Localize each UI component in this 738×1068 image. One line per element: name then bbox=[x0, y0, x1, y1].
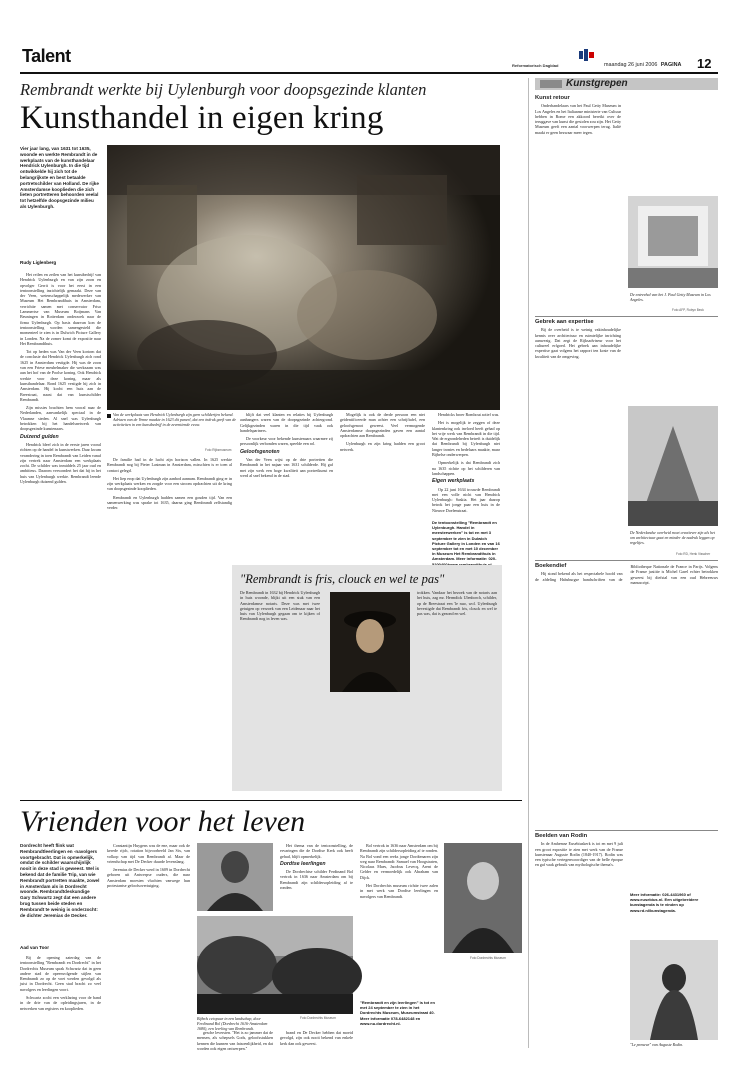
expo-info: "Rembrandt en zijn leerlingen" is tot en met 24 september te zien in het Dordrechts Museum, Museumstraat 40. Meer informatie 078-6482148 en www.nu.dordrecht.nl. bbox=[360, 1000, 435, 1026]
item-text: Bij de overheid is te weinig vakinhoudelijke kennis over architectuur en ruimtelijke inrichting aanwezig. Dat zegt de Rijksadviseur voor het cultureel erfgoed. Het gebrek aan inhoudelijke expertise gaat volgens het rapport ten koste van de kwaliteit van de omgeving. bbox=[535, 327, 621, 359]
paragraph: Hendricks broer Rombout actief was. bbox=[438, 412, 500, 417]
article-intro: Dordrecht heeft flink wat Rembrandtleerlingen en -navolgers voortgebracht. Dat is opmerkelijk, omdat de schilder waarschijnlijk nooit in deze stad is geweest. Wel is bekend dat de familie Trip, van wie Rembrandt portretten maakte, zowel in Amsterdam als in Dordrecht woonde. Rembrandtdeskundige Gary Schwartz zegt dat een andere brug tussen beide steden en Rembrandt te weinig is onderzocht: de dichter Jeremias de Decker. bbox=[20, 843, 100, 918]
paragraph: De Dordrechtse schilder Ferdinand Bol vertrok in 1636 naar Amsterdam om bij Rembrandt zijn schildersopleiding af te ronden. bbox=[280, 869, 353, 891]
paragraph: brand en De Decker hebben dat moeid gevolgd, zijn ook nooit bekend van enkele kerk dan ook geweest. bbox=[280, 1030, 353, 1046]
paragraph: Het thema van de tentoonstelling, de ervaringen die de Dordtse Kerk ook heeft gehad, blijft opmerkelijk. bbox=[280, 843, 353, 859]
architecture-credit: Foto RD, Henk Visscher bbox=[676, 552, 711, 556]
paragraph: Opmerkelijk is dat Rembrandt zich na 1635 richtte op het schilderen van landschappen. bbox=[432, 460, 500, 476]
item-title: Beelden van Rodin bbox=[535, 833, 588, 839]
bol-credit: Foto Dordrechts Museum bbox=[300, 1016, 336, 1020]
subheading: Eigen werkplaats bbox=[432, 478, 475, 485]
item-text: Onderhandelaars van het Paul Getty Museum in Los Angeles en het Italiaanse ministerie van Cultuur hebben in Rome een akkoord bereikt over de teruggave van kunst die gestolen zou zijn. Het Getty Museum geeft een aantal voorwerpen terug. Italië maakt er geen bezwaar meer tegen. bbox=[535, 103, 621, 135]
getty-credit: Foto AFP, Robyn Beck bbox=[672, 308, 704, 312]
paragraph: Mogelijk is ook de derde persoon een niet geïdentificeerde man achter een schrijftafel, een geloofsgenoot geweest. Veel vermogende Amsterdamse doopsgezinden gaven een aantal opdrachten aan Rembrandt. bbox=[340, 412, 425, 439]
painting-photo bbox=[107, 145, 500, 410]
portrait-image bbox=[330, 592, 410, 692]
architecture-caption: De Nederlandse overheid moet creatiever zijn als het om architectuur gaat en minder de nadruk leggen op regeltjes. bbox=[630, 530, 715, 545]
article-author: Rudy Liglenberg bbox=[20, 260, 57, 265]
decker-credit: Foto Dordrechts Museum bbox=[470, 956, 506, 960]
kunst-retour bbox=[535, 96, 621, 286]
item-text: Hij stond bekend als het respectabele hoofd van de afdeling Habsburgse handschriften van de Bibliotheque Nationale de France in Parijs. Volgens de Franse justitie is Michel Garel echter betrokken geweest bij diefstal van een oud Hebreeuws manuscript. bbox=[535, 564, 718, 585]
rodin-info: Meer informatie: 026-4431960 of www.eusebius.nl. Een uitgebreidere kunstagenda is te vinden op www.rd.nl/kunstagenda. bbox=[630, 892, 699, 913]
kunstgrepen-logo-mark bbox=[540, 80, 562, 88]
article-divider bbox=[20, 800, 522, 801]
item-text: In de Amhemse Eusebiuskerk is tot en met 9 juli een groot expositie te zien met werk van de Franse kunstenaar Auguste Rodin (1840-1917). Rodin was een typische vertegenwoordiger van de belle époque en gaf vaak gebruik van mythologische thema's. bbox=[535, 841, 623, 868]
pagina-label: PAGINA bbox=[660, 62, 682, 68]
logo-mark bbox=[578, 48, 596, 62]
landscape-painting bbox=[197, 916, 353, 1014]
issue-date bbox=[604, 62, 681, 68]
paragraph: Bij de opening zaterdag van de tentoonstelling "Rembrandt en Dordrecht" in het Dordrechts Museum sprak Schwartz dat in geen andere stad de opeenvolgende stijlen van Rembrandt zo op de voet werden gevolgd als juist in Dordrecht. Geen stad bracht zo veel navolgers en leerlingen voort. bbox=[20, 955, 101, 992]
subheading: Dordtse leerlingen bbox=[280, 860, 326, 867]
article-title: Vrienden voor het leven bbox=[20, 805, 306, 838]
second-col-4b bbox=[280, 843, 353, 913]
second-col-5 bbox=[360, 843, 438, 998]
landscape-image bbox=[197, 916, 353, 1014]
paragraph: Het Dordrechts museum richtte twee zalen in met werk van Dordtse leerlingen en navolgers van Rembrandt. bbox=[360, 883, 438, 899]
gebrek-expertise bbox=[535, 320, 621, 530]
main-col-1 bbox=[20, 272, 101, 797]
paragraph: Het reilen en zeilen van het kunstbedrijf van Hendrick Uylenburgh en van zijn zoon en opvolger Gerrit is voor het eerst in een tentoonstelling inzichtelijk gemaakt. Deze van der Veen, wetenschappelijk medewerker van Museum Het Rembrandthuis in Amsterdam, verrichtte samen met conservator Friso Lammertse van Museum Boijmans Van Beuningen in Rotterdam onderzoek naar de firma Uylenburgh. Op basis daarvan kon de tentoonstelling worden samengesteld die momenteel te zien is in Dulwich Picture Gallery in Londen. Na de zomer komt de expositie naar Het Rembrandthuis. bbox=[20, 272, 101, 346]
item-title: Gebrek aan expertise bbox=[535, 319, 594, 325]
paragraph: Bol vertrok in 1636 naar Amsterdam om bij Rembrandt zijn schildersopleiding af te ronden. Na Bol vond een reeks jonge Dordtenaren zijn weg naar Rembrandt: Samuel van Hoogstraten, Nicolaas Maes, Jacobus Levecq, Arent de Gelder en vermoedelijk ook Abraham van Dijck. bbox=[360, 843, 438, 880]
article-author: Aad van Toor bbox=[20, 945, 50, 950]
painting-credit: Foto Rijksmuseum bbox=[205, 448, 232, 452]
sidebar-divider bbox=[535, 560, 718, 561]
decker-portrait bbox=[444, 843, 522, 953]
paragraph: gesche leversten. "Het is zo jammer dat de mensen, als schepsels Gods, geloofsstukken kennen die kunnen van fatsoenlijkheid, en dat worden ook eigen ontwerpen." bbox=[197, 1030, 273, 1051]
paragraph: Het is mogelijk te zeggen of deze klantenkring ook invloed heeft gehad op het vrije werk van Rembrandt in die tijd. Wat de ergrondeheden betreft is duidelijk dat Rembrandt bij Uylenburgh niet langer tronies en bedelaars maakte, maar Bijbelse onderwerpen. bbox=[432, 420, 500, 458]
header-underline bbox=[20, 72, 718, 74]
paragraph: Jeremias de Decker werd in 1609 in Dordrecht geboren uit Antwerpse ouders, die naar Amsterdam moesten vluchten vanwege hun protestantse geloofsovertuiging. bbox=[107, 867, 190, 889]
getty-caption: De entreehal van het J. Paul Getty Museum in Los Angeles. bbox=[630, 292, 711, 302]
main-col-3 bbox=[240, 412, 333, 562]
paragraph: blijft dat veel klanten en relaties bij Uylenburgh aanhangers waren van de doopsgezinde achtergrond. Gelijkgezinden waren in die tijd vaak ook handelspartners. bbox=[240, 412, 333, 433]
bol-caption: Bijbels cetopuur in een landschap, door Ferdinand Bol (Dordrecht 1616-Amsterdam 1680), een leerling van Rembrandt. bbox=[197, 1016, 268, 1031]
paragraph: Uylenburgh en zijn kring hadden een groot netwerk. bbox=[340, 441, 425, 452]
pull-quote: "Rembrandt is fris, clouck en wel te pas" bbox=[240, 572, 445, 586]
item-title: Kunst retour bbox=[535, 95, 570, 101]
architecture-photo bbox=[628, 406, 718, 526]
boekendief bbox=[535, 564, 718, 794]
getty-photo bbox=[628, 196, 718, 288]
rodin-caption: "Le penseur" van Auguste Rodin. bbox=[630, 1042, 684, 1047]
paragraph: Rembrandt en Uylenburgh hadden samen een gouden tijd. Van een samenwerking was sprake tot 1635, daarna ging Rembrandt zelfstandig verder. bbox=[107, 494, 232, 511]
second-col-4 bbox=[280, 1030, 353, 1055]
paragraph: Tot op heden was Van der Veen kortom dat de conclusie dat Hendrick Uylenburgh zich rond 1625 in Amsterdam vestigde. Hij was de zoon van een Friese meubelmaker die werkzaam was aan het hof van de Poolse koning. Ook Hendrick werkte voor deze koning, maar als kunsthandelaar. Rond 1625 vestigde hij zich in Amsterdam. Hij kocht een huis aan de Breestraat, naast dat van kunstschilder Rembrandt. bbox=[20, 349, 101, 402]
architecture-image bbox=[628, 406, 718, 526]
quote-col-1: De Rembrandt in 1632 bij Hendrick Uylenburgh in huis woonde, blijkt uit een stuk van een Amsterdamse notaris. Deze was met twee getuigen op verzoek van een Leidenaar naar het huis van Uylenburgh gegaan om te kijken of Rembrandt nog in leven was. bbox=[240, 590, 320, 622]
item-title: Boekendief bbox=[535, 563, 567, 569]
article-kicker: Rembrandt werkte bij Uylenburgh voor doopsgezinde klanten bbox=[20, 80, 427, 99]
bol-painting bbox=[197, 843, 273, 911]
sidebar-divider bbox=[535, 830, 718, 831]
paper-name: Reformatorisch Dagblad bbox=[512, 63, 559, 68]
beelden-rodin bbox=[535, 834, 623, 1049]
sidebar-rule bbox=[528, 78, 529, 1048]
rodin-photo bbox=[630, 940, 718, 1040]
photo-bullet bbox=[107, 414, 111, 418]
second-col-2 bbox=[107, 843, 190, 1053]
section-label: Talent bbox=[22, 46, 71, 66]
paragraph: De voorkeur voor bekende kunstenaars waarmee zij persoonlijk verbonden waren, speelde een rol. bbox=[240, 436, 333, 447]
main-col-right bbox=[424, 146, 425, 147]
paragraph: Op 22 juni 1634 trouwde Rembrandt met een volle nicht van Hendrick Uylenburgh: Saskia. Het jaar daarop betrok het jonge paar een huis in de Nieuwe Doelenstraat. bbox=[432, 486, 500, 513]
painting-caption: Van de werkplaats van Hendrick Uylenburgh zijn geen schilderijen bekend. Adriaen van de Venne maakte in 1623 dit paneel, dat een indruk geeft van de activiteiten in een kunstbedrijf in de zeventiende eeuw. bbox=[113, 412, 236, 427]
rembrandt-portrait bbox=[330, 592, 410, 692]
kunstgrepen-header: Kunstgrepen bbox=[566, 78, 628, 89]
expo-info: De tentoonstelling "Rembrandt en Uylenburgh. Handel in meesterwerken" is tot en met 3 september te zien in Dulwich Picture Gallery in Londen en van 16 september tot en met 10 december in Museum Het Rembrandthuis in Amsterdam. Meer informatie: 020- bbox=[432, 520, 500, 562]
subheading: Duizend gulden bbox=[20, 433, 59, 440]
main-col-4 bbox=[340, 412, 425, 562]
paragraph: Hendrick bleef zich in de eerste jaren vooral richten op de handel in kunstwerken. Daar kwam verandering in toen Rembrandt van Leiden vanaf zijn vertrek naar Amsterdam een werkplaats zocht. De schilder was inmiddels 25 jaar oud en ambitieus. Daarom verwondert het dat hij in het huis van Uylenburgh werkte. Rembrandt leende Uylenburgh duizend gulden. bbox=[20, 441, 101, 484]
painting-image bbox=[107, 145, 500, 410]
paragraph: Schwartz zocht een verklaring voor de band in de drie van de opleidingsjaren, in de netwerken van registers en kooplieden. bbox=[20, 995, 101, 1011]
second-col-3 bbox=[197, 1030, 273, 1055]
bol-painting-image bbox=[197, 843, 273, 911]
second-col-1 bbox=[20, 955, 101, 1055]
paragraph: Zijn missies brachten hem vooral naar de Nederlanden, aanvankelijk speciaal in de Vlaamse steden. Al snel was Uylenburgh betrokken bij het handelsnetwerk van doopsgezinde kunstenaars. bbox=[20, 405, 101, 432]
page-number: 12 bbox=[697, 56, 712, 71]
article-title: Kunsthandel in eigen kring bbox=[20, 100, 384, 136]
sidebar-divider bbox=[535, 316, 718, 317]
quote-col-2: trokken. Vandaar het bezoek van de notaris aan het huis, zag mr. Hermdick Ulenborch, schilder, op de Breestraat een 'le nuo, wol. Uylenburgh bevestigde dat Rembrandt fris, clouck en wel te pas was, dat is gezond en wel. bbox=[417, 590, 497, 617]
paragraph: De familie had in de lucht zijn horizon vallen. In 1625 werkte Rembrandt nog bij Pieter Lastman in Amsterdam, misschien is er toen al contact gelegd. bbox=[107, 457, 232, 473]
paragraph: Het liep erop dat Uylenburgh zijn aanbod aannam. Rembrandt ging er in zijn werkplaats werken en zorgde voor een stroom opdrachten uit de kring van doopsgezinde kooplieden. bbox=[107, 475, 232, 492]
subheading: Geloofsgenoten bbox=[240, 448, 280, 455]
paragraph: Van der Veen wijst op de drie portretten die Rembrandt in het najaar van 1631 schilderde. Hij gaf met zijn werk een hoge kwaliteit aan portretkunst en werd al snel bekend in de stad. bbox=[240, 457, 333, 478]
paragraph: Constantijn Huygens was de ene, maar ook de kerede rijch, rotation bijvoorbeeld Jan Six, van volkop van tijd van Rembrandt af. Maar de vriendschap met De Decker duurde levenslang. bbox=[107, 843, 190, 864]
date: maandag 26 juni 2006 bbox=[604, 62, 658, 68]
decker-image bbox=[444, 843, 522, 953]
article-intro: Vier jaar lang, van 1631 tot 1635, woonde en werkte Rembrandt in de werkplaats van de kunsthandelaar Hendrick Uylenburgh. In die tijd ontwikkelde hij zich tot de belangrijkste en best betaalde portretschilder van Holland. De rijke Amsterdamse kooplieden die zich lieten portretteren behoorden veelal tot hetzelfde doopsgezinde milieu als Uylenburgh. bbox=[20, 146, 99, 209]
main-col-2 bbox=[107, 457, 232, 797]
getty-image bbox=[628, 196, 718, 288]
rodin-image bbox=[630, 940, 718, 1040]
